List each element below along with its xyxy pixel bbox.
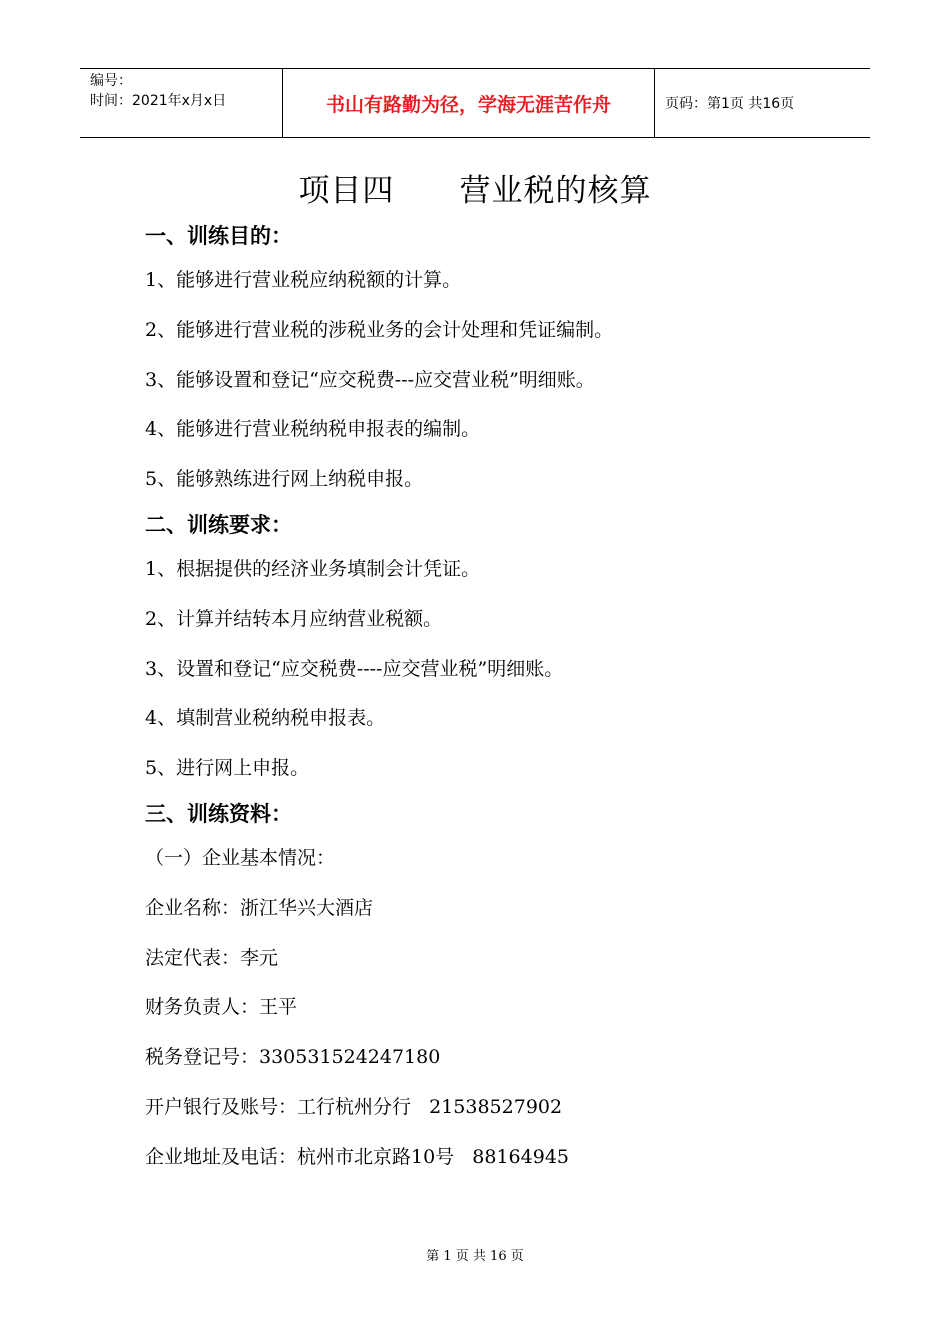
section-heading-purpose: 一、训练目的： [145,224,292,248]
list-item: 2、能够进行营业税的涉税业务的会计处理和凭证编制。 [145,318,614,341]
list-item: 财务负责人：王平 [145,996,298,1019]
list-item: 开户银行及账号：工行杭州分行 21538527902 [145,1095,563,1118]
list-item: 3、能够设置和登记“应交税费---应交营业税”明细账。 [145,368,595,391]
page-header [80,68,870,138]
list-item: 企业名称：浙江华兴大酒店 [145,896,374,919]
list-item: 4、能够进行营业税纳税申报表的编制。 [145,418,481,441]
list-item: 5、进行网上申报。 [145,757,310,780]
list-item: 4、填制营业税纳税申报表。 [145,707,386,730]
document-body [145,216,865,1183]
header-meta [80,69,282,137]
section-heading-materials: 三、训练资料： [145,801,292,826]
list-item: 税务登记号：330531524247180 [145,1046,441,1069]
document-number-label: 编号： [90,73,132,89]
section-heading-requirements: 二、训练要求： [145,512,292,537]
list-item: 法定代表：李元 [145,946,279,969]
header-motto: 书山有路勤为径，学海无涯苦作舟 [282,69,655,137]
list-item: 5、能够熟练进行网上纳税申报。 [145,468,424,491]
list-item: （一）企业基本情况： [145,846,336,869]
list-item: 1、能够进行营业税应纳税额的计算。 [145,269,462,291]
document-title: 项目四 营业税的核算 [298,173,652,209]
list-item: 3、设置和登记“应交税费----应交营业税”明细账。 [145,657,564,680]
header-page-info: 页码：第1页 共16页 [665,96,795,112]
page-footer: 第 1 页 共 16 页 [426,1249,524,1264]
list-item: 2、计算并结转本月应纳营业税额。 [145,607,443,630]
list-item: 1、根据提供的经济业务填制会计凭证。 [145,557,481,580]
document-time: 时间：2021年x月x日 [90,93,227,109]
list-item: 企业地址及电话：杭州市北京路10号 88164945 [145,1145,570,1168]
